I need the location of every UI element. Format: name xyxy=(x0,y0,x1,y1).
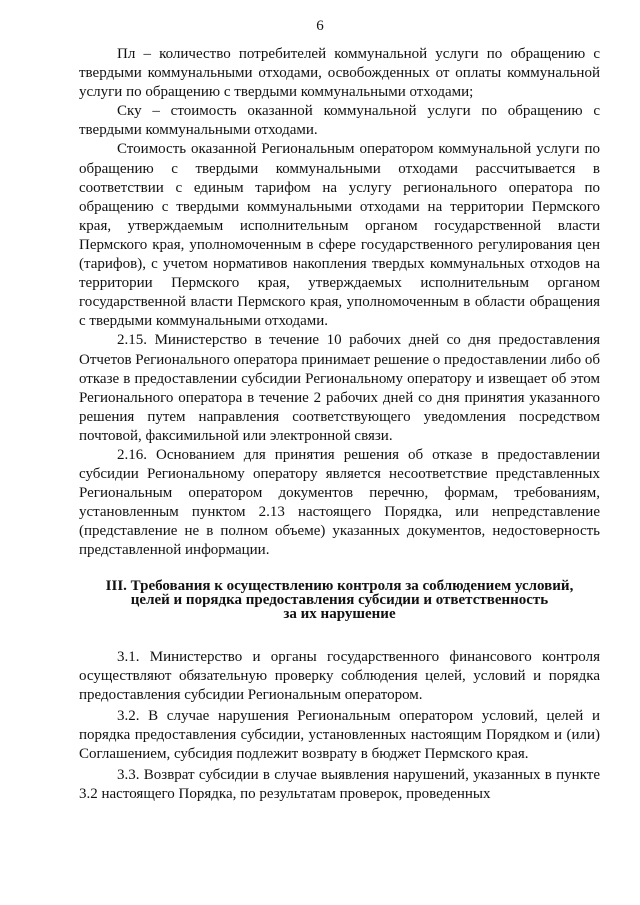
paragraph-3-3: 3.3. Возврат субсидии в случае выявления нарушений, указанных в пункте 3.2 настоящего Порядка, по результатам проверок, проведенных xyxy=(79,767,600,803)
paragraph-pl-definition: Пл – количество потребителей коммунальной услуги по обращению с твердыми коммунальными отходами, освобожденных от оплаты коммунальной услуги по обращению с твердыми коммунальными отходами; xyxy=(79,46,600,101)
section-heading-line-1: III. Требования к осуществлению контроля за соблюдением условий, xyxy=(105,577,574,594)
section-heading xyxy=(79,579,600,622)
section-heading-line-3: за их нарушение xyxy=(283,606,396,623)
paragraph-3-1: 3.1. Министерство и органы государственного финансового контроля осуществляют обязательную проверку соблюдения целей, условий и порядка предоставления субсидии Региональным оператором. xyxy=(79,648,600,703)
paragraph-service-cost: Стоимость оказанной Региональным оператором коммунальной услуги по обращению с твердыми коммунальными отходами рассчитывается в соответствии с единым тарифом на услугу регионального оператора по обращению с твердыми коммунальными отходами на территории Пермского края, утверждаемым исполнительным органом государственной власти Пермского края, уполномоченным в сфере государственного регулирования цен (тарифов), с учетом нормативов накопления твердых коммунальных отходов на территории Пермского края, утверждаемых исполнительным органом государственной власти Пермского края, уполномоченным в области обращения с твердыми коммунальными отходами. xyxy=(79,141,600,330)
paragraph-2-15: 2.15. Министерство в течение 10 рабочих дней со дня предоставления Отчетов Регионального оператора принимает решение о предоставлении либо об отказе в предоставлении субсидии Региональному оператору и извещает об этом Регионального оператора в течение 2 рабочих дней со дня принятия указанного решения путем направления соответствующего уведомления посредством почтовой, факсимильной или электронной связи. xyxy=(79,332,600,444)
paragraph-2-16: 2.16. Основанием для принятия решения об отказе в предоставлении субсидии Региональному оператору является несоответствие представленных Региональным оператором документов перечню, формам, требованиям, установленным пунктом 2.13 настоящего Порядка, или непредставление (представление не в полном объеме) указанных документов, недостоверность представленной информации. xyxy=(79,446,600,559)
section-heading-line-2: целей и порядка предоставления субсидии и ответственность xyxy=(130,591,549,608)
document-body xyxy=(79,45,600,805)
page-number: 6 xyxy=(316,18,324,34)
paragraph-3-2: 3.2. В случае нарушения Региональным оператором условий, целей и порядка предоставления субсидии, установленных настоящим Порядком и (или) Соглашением, субсидия подлежит возврату в бюджет Пермского края. xyxy=(79,708,600,763)
paragraph-sku-definition: Ску – стоимость оказанной коммунальной услуги по обращению с твердыми коммунальными отходами. xyxy=(79,103,600,139)
